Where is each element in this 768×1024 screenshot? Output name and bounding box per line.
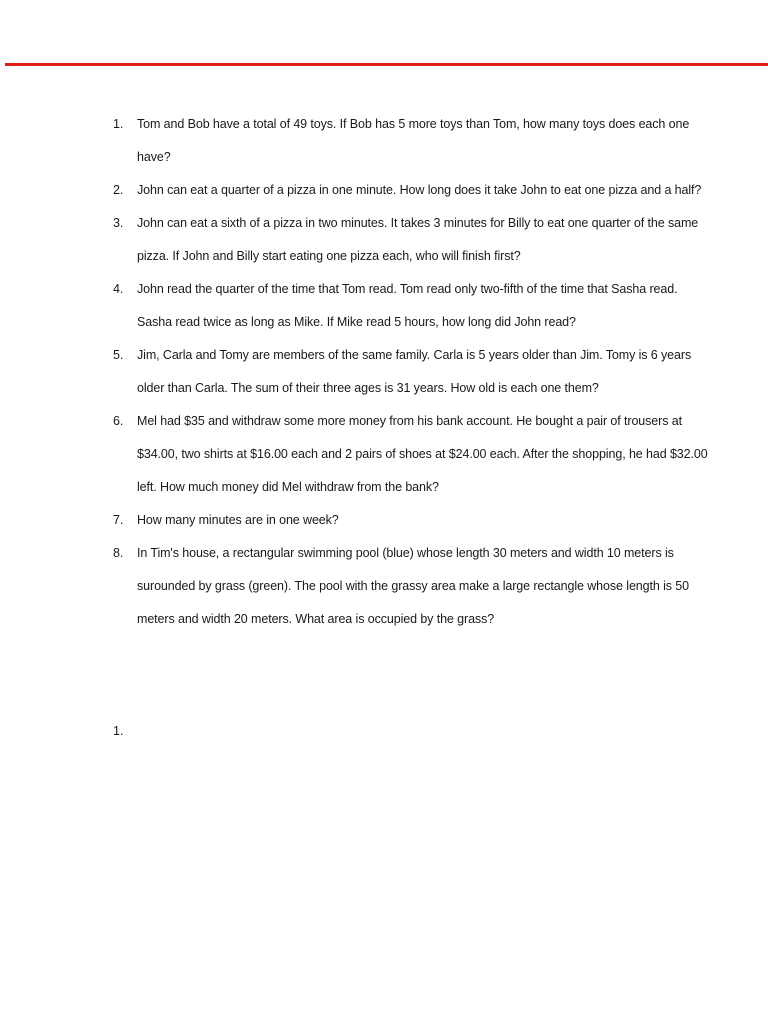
- problem-item: [0, 174, 768, 207]
- problem-text: In Tim's house, a rectangular swimming pool (blue) whose length 30 meters and width 10 meters is surounded by grass (green). The pool with the grassy area make a large rectangle whose length is 50 meters and width 20 meters. What area is occupied by the grass?: [137, 546, 689, 626]
- problem-number: 4.: [113, 282, 124, 296]
- problem-item: [0, 108, 768, 174]
- problem-item: [0, 207, 768, 273]
- problem-number: 6.: [113, 414, 124, 428]
- problem-number: 5.: [113, 348, 124, 362]
- problem-number: 2.: [113, 183, 124, 197]
- problem-item: [0, 273, 768, 339]
- problem-item: [0, 504, 768, 537]
- answer-number: 1.: [113, 724, 124, 738]
- problem-number: 3.: [113, 216, 124, 230]
- problem-item: [0, 537, 768, 636]
- header-rule: [5, 63, 768, 66]
- problem-item: [0, 339, 768, 405]
- problem-number: 8.: [113, 546, 124, 560]
- problem-number: 1.: [113, 117, 124, 131]
- problem-list: [0, 108, 768, 636]
- problem-text: John can eat a quarter of a pizza in one minute. How long does it take John to eat one pizza and a half?: [137, 183, 702, 197]
- problem-text: John can eat a sixth of a pizza in two minutes. It takes 3 minutes for Billy to eat one quarter of the same pizza. If John and Billy start eating one pizza each, who will finish first?: [137, 216, 699, 263]
- problem-text: Mel had $35 and withdraw some more money from his bank account. He bought a pair of trousers at $34.00, two shirts at $16.00 each and 2 pairs of shoes at $24.00 each. After the shopping, he had $32.00 left. How much money did Mel withdraw from the bank?: [137, 414, 708, 494]
- problem-text: Tom and Bob have a total of 49 toys. If Bob has 5 more toys than Tom, how many toys does each one have?: [137, 117, 690, 164]
- problem-text: Jim, Carla and Tomy are members of the same family. Carla is 5 years older than Jim. Tomy is 6 years older than Carla. The sum of their three ages is 31 years. How old is each one them?: [137, 348, 692, 395]
- problem-item: [0, 405, 768, 504]
- problem-text: John read the quarter of the time that Tom read. Tom read only two-fifth of the time that Sasha read. Sasha read twice as long as Mike. If Mike read 5 hours, how long did John read?: [137, 282, 678, 329]
- problem-text: How many minutes are in one week?: [137, 513, 339, 527]
- problem-number: 7.: [113, 513, 124, 527]
